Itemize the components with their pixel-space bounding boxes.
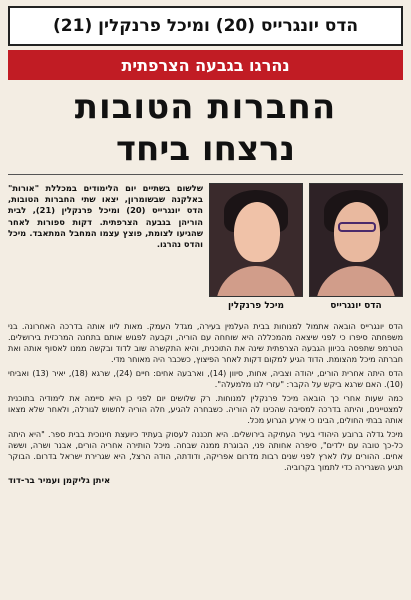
figure-michal: [209, 183, 303, 315]
body-paragraph: מיכל גדלה ברובע היהודי בעיר העתיקה בירושלים. היא תכננה לעסוק בעתיד כיועצת חינוכית בבית ספר. "היא היתה כל-כך טובה עם ילדים", סיפרה אחותה פני, הבוגרת ממנה שבחה. מיכל הותירה אחריה הורים, אבנר ושרה, וששה אחים. ההורים עלו לארץ לפני שנים רבות מדרום אפריקה, ודודתה, הודה הרצל, היא שגרירת ישראל בדרום. הבוקר תגיע השגרירה כדי לתמוך בקרוביה.: [8, 430, 403, 473]
headline: [8, 87, 403, 169]
byline: איתן גליקמן ועמיר בר-דוד: [8, 476, 111, 487]
intro-paragraph: שלשום בשתיים יום הלימודים במכללת "אורות" באלקנה שבשומרון, יצאו שתי החברות הטובות, הדס יונגרייס (20) ומיכל פרנקלין (21), לבית הוריהן בגבעה הצרפתית. דקות ספורות לאחר שהגיעו לצומת, פוצץ עצמו המחבל המתאבד. מיכל והדס נהרגו.: [8, 183, 203, 249]
names-text: הדס יונגרייס (20) ומיכל פרנקלין (21): [52, 16, 359, 36]
body-paragraph: כמה שעות אחרי כך הובאה מיכל פרנקלין למנוחות. רק שלושים יום לפני כן היא סיימה את לימודיה בתוכנית למצטיינים, והיתה בדרכה למסיבה שהכינו לה הוריה. כשבחרה להגיע, חלה הוריה לחשוש לגורלה, ולאחר שלא מצאו אותה בבתי החולים, הבינו כי אירע הגרוע מכל.: [8, 394, 403, 426]
subtitle-text: נהרגו בגבעה הצרפתית: [121, 55, 290, 75]
photo-michal: [209, 183, 303, 297]
headline-line-1: החברות הטובות: [74, 87, 337, 127]
body-paragraph: הדס היתה אחרית הורים, יהודה וצביה, אחות, סיוון (14), וארבעה אחים: חיים (24), שרגא (18), יאיר (13) ואביחי (10). האם שרגא ביקש על הקבר: "עזרי לנו מלמעלה".: [8, 369, 404, 390]
glasses-icon: [338, 222, 376, 232]
photo-hadas: [309, 183, 403, 297]
photos-and-intro: [8, 183, 403, 315]
body-paragraph: הדס יונגרייס הובאה אתמול למנוחות בבית העלמין בעירה, מגדל העמק. מאות ליוו אותה בדרכה האחרונה. בני משפחתה סיפרו כי לפני שיצאה מהמכללה היא שוחחה עם הוריה, וקבעה לפגוש אותם בתחנה המרכזית בירושלים. הטרמפ שתפסה בכיוון הגבעה הצרפתית שינה את התוכנית, והיא התקשרה שוב לדוד ובקשה ממנו לאסוף אותה ואת חברתה מיכל מהצומת. הדוד הגיע למקום דקות לאחר הפיצוץ, כשכבר היה מאוחר מדי.: [8, 322, 403, 365]
caption-hadas: הדס יונגרייס: [330, 301, 382, 311]
headline-line-2: נרצחו ביחד: [115, 129, 296, 169]
names-banner: [8, 6, 403, 46]
article-body: [8, 321, 403, 473]
divider: [8, 174, 403, 175]
subtitle-banner: [8, 50, 403, 80]
caption-michal: מיכל פרנקלין: [227, 301, 285, 311]
figure-hadas: [309, 183, 403, 315]
